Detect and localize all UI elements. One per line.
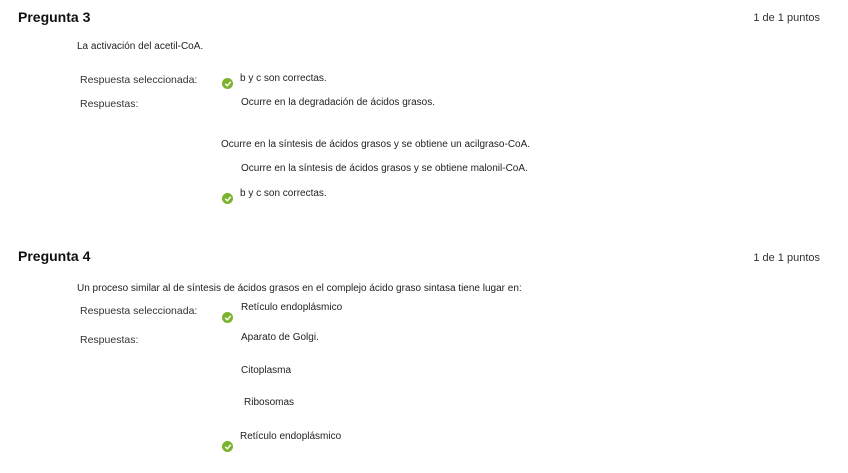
correct-check-icon <box>222 193 233 204</box>
question-3-title: Pregunta 3 <box>18 9 91 25</box>
selected-answer-label: Respuesta seleccionada: <box>80 305 198 317</box>
correct-check-icon <box>222 441 233 452</box>
question-4-text: Un proceso similar al de síntesis de ácidos grasos en el complejo ácido graso sintasa tiene lugar en: <box>77 283 522 294</box>
answer-option-correct: b y c son correctas. <box>240 188 327 199</box>
question-3-text: La activación del acetil-CoA. <box>77 41 204 52</box>
answers-label: Respuestas: <box>80 334 139 346</box>
answer-option: Aparato de Golgi. <box>241 332 319 343</box>
selected-answer: Retículo endoplásmico <box>241 302 343 313</box>
answer-option: Ocurre en la degradación de ácidos grasos. <box>241 97 436 108</box>
answer-option: Ribosomas <box>244 397 295 408</box>
answers-label: Respuestas: <box>80 98 139 110</box>
selected-answer-label: Respuesta seleccionada: <box>80 74 198 86</box>
answer-option: Ocurre en la síntesis de ácidos grasos y se obtiene malonil-CoA. <box>241 163 528 174</box>
answer-option-correct: Retículo endoplásmico <box>240 431 342 442</box>
correct-check-icon <box>222 78 233 89</box>
selected-answer: b y c son correctas. <box>240 73 327 84</box>
answer-option: Citoplasma <box>241 365 292 376</box>
correct-check-icon <box>222 312 233 323</box>
question-4-title: Pregunta 4 <box>18 248 91 264</box>
question-4-points: 1 de 1 puntos <box>753 252 820 264</box>
question-3-points: 1 de 1 puntos <box>753 12 820 24</box>
answer-option: Ocurre en la síntesis de ácidos grasos y se obtiene un acilgraso-CoA. <box>221 139 531 150</box>
